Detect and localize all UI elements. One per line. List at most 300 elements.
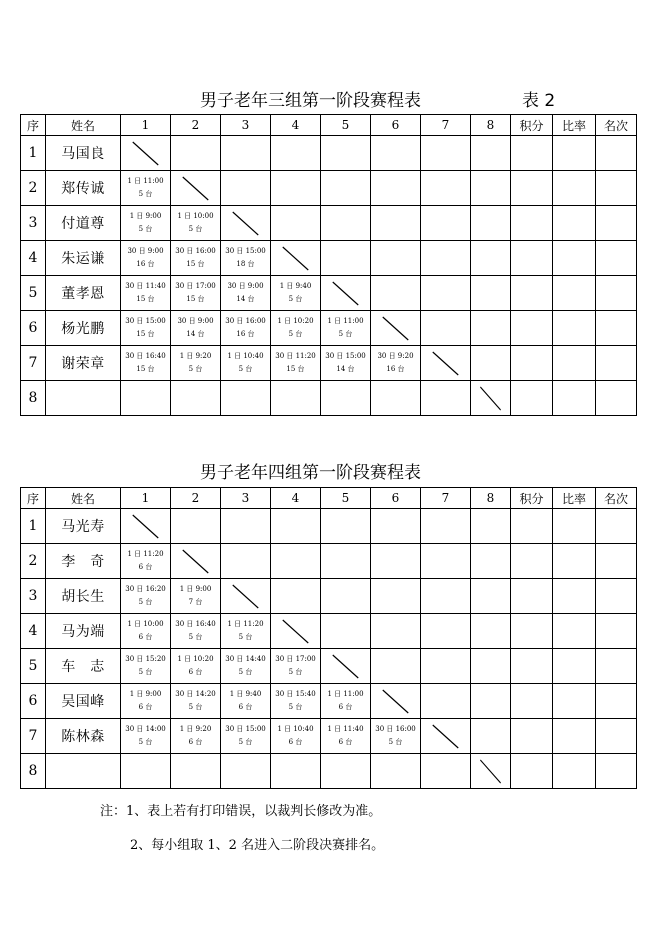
header-row [21,488,637,509]
empty-cell [321,614,371,649]
match-time: 30 日 16:20 [125,585,166,593]
column-header: 序 [21,488,46,509]
group-1-title-row [0,86,660,112]
column-header: 4 [271,488,321,509]
diagonal-slash-mark [121,136,170,170]
column-header: 积分 [511,115,553,136]
match-time: 30 日 15:20 [125,655,166,663]
ratio-cell [553,311,596,346]
empty-cell [471,276,511,311]
match-table-number: 5 台 [188,703,203,711]
empty-cell [171,754,221,789]
column-header: 1 [121,115,171,136]
table-row [21,509,637,544]
seq-cell: 3 [21,206,46,241]
empty-cell [221,509,271,544]
match-cell [321,719,371,754]
match-table-number: 6 台 [188,738,203,746]
table-row [21,311,637,346]
empty-cell [421,206,471,241]
player-name-cell: 朱运谦 [46,241,121,276]
match-time: 30 日 9:00 [177,317,214,325]
seq-cell: 7 [21,719,46,754]
self-match-diagonal-cell [471,754,511,789]
ratio-cell [553,346,596,381]
match-table-number: 7 台 [188,598,203,606]
match-time: 30 日 16:40 [125,352,166,360]
column-header: 比率 [553,115,596,136]
column-header: 3 [221,115,271,136]
rank-cell [596,241,637,276]
match-table-number: 5 台 [238,365,253,373]
empty-cell [271,509,321,544]
empty-cell [171,136,221,171]
match-table-number: 5 台 [188,225,203,233]
match-table-number: 15 台 [136,295,155,303]
match-table-number: 15 台 [186,260,205,268]
self-match-diagonal-cell [371,311,421,346]
seq-cell: 2 [21,171,46,206]
match-cell [171,719,221,754]
score-cell [511,346,553,381]
player-name-cell: 马为端 [46,614,121,649]
match-time: 1 日 10:20 [277,317,314,325]
match-table-number: 5 台 [288,330,303,338]
seq-cell: 3 [21,579,46,614]
ratio-cell [553,649,596,684]
column-header: 7 [421,488,471,509]
match-cell [221,649,271,684]
player-name-cell: 郑传诚 [46,171,121,206]
rank-cell [596,719,637,754]
score-cell [511,276,553,311]
empty-cell [371,579,421,614]
self-match-diagonal-cell [271,241,321,276]
empty-cell [471,719,511,754]
match-time: 30 日 14:00 [125,725,166,733]
match-time: 30 日 9:20 [377,352,414,360]
match-table-number: 5 台 [138,598,153,606]
match-time: 30 日 15:00 [225,247,266,255]
match-cell [121,649,171,684]
column-header: 名次 [596,488,637,509]
match-cell [121,311,171,346]
empty-cell [421,311,471,346]
match-time: 30 日 15:00 [125,317,166,325]
group-1-title: 男子老年三组第一阶段赛程表 [200,91,421,111]
match-time: 30 日 16:00 [175,247,216,255]
score-cell [511,684,553,719]
group-2-title-row [0,458,660,484]
column-header: 积分 [511,488,553,509]
score-cell [511,544,553,579]
match-time: 30 日 11:20 [275,352,316,360]
ratio-cell [553,381,596,416]
empty-cell [321,754,371,789]
match-time: 30 日 9:00 [227,282,264,290]
player-name-cell: 董孝恩 [46,276,121,311]
match-time: 1 日 9:00 [129,212,162,220]
match-table-number: 5 台 [188,633,203,641]
match-cell [121,579,171,614]
empty-cell [171,509,221,544]
column-header: 序 [21,115,46,136]
score-cell [511,381,553,416]
match-table-number: 6 台 [188,668,203,676]
match-cell [121,171,171,206]
score-cell [511,579,553,614]
match-time: 1 日 9:20 [179,725,212,733]
self-match-diagonal-cell [421,719,471,754]
match-cell [121,346,171,381]
table-row [21,346,637,381]
match-time: 30 日 15:00 [225,725,266,733]
table-row [21,171,637,206]
seq-cell: 1 [21,509,46,544]
column-header: 2 [171,115,221,136]
match-table-number: 6 台 [138,703,153,711]
column-header: 5 [321,488,371,509]
empty-cell [221,381,271,416]
match-cell [271,684,321,719]
empty-cell [321,206,371,241]
match-table-number: 5 台 [188,365,203,373]
match-time: 1 日 10:20 [177,655,214,663]
empty-cell [371,544,421,579]
empty-cell [471,311,511,346]
empty-cell [221,171,271,206]
match-table-number: 6 台 [238,703,253,711]
diagonal-slash-mark [271,241,320,275]
empty-cell [271,544,321,579]
empty-cell [421,509,471,544]
player-name-cell: 陈林森 [46,719,121,754]
player-name-cell: 杨光鹏 [46,311,121,346]
ratio-cell [553,684,596,719]
table-row [21,276,637,311]
note-line-2: 2、每小组取 1、2 名进入二阶段决赛排名。 [130,838,385,853]
match-table-number: 5 台 [338,330,353,338]
match-time: 30 日 15:00 [325,352,366,360]
column-header: 名次 [596,115,637,136]
empty-cell [421,136,471,171]
empty-cell [221,754,271,789]
diagonal-slash-mark [121,509,170,543]
match-table-number: 5 台 [238,738,253,746]
empty-cell [421,579,471,614]
player-name-cell: 付道尊 [46,206,121,241]
match-cell [121,614,171,649]
match-table-number: 5 台 [238,633,253,641]
match-table-number: 5 台 [288,703,303,711]
score-cell [511,171,553,206]
match-cell [271,311,321,346]
match-cell [121,544,171,579]
group-2-schedule-table [20,487,637,789]
match-cell [171,311,221,346]
empty-cell [171,381,221,416]
match-cell [121,684,171,719]
self-match-diagonal-cell [171,171,221,206]
match-time: 1 日 11:40 [327,725,364,733]
diagonal-slash-mark [471,754,510,788]
empty-cell [421,381,471,416]
diagonal-slash-mark [371,311,420,345]
match-time: 1 日 9:40 [279,282,312,290]
match-table-number: 6 台 [338,703,353,711]
match-table-number: 16 台 [136,260,155,268]
match-time: 30 日 16:00 [375,725,416,733]
match-table-number: 5 台 [288,295,303,303]
self-match-diagonal-cell [321,649,371,684]
column-header: 6 [371,488,421,509]
match-cell [221,276,271,311]
match-table-number: 5 台 [138,225,153,233]
table-row [21,649,637,684]
match-time: 30 日 17:00 [275,655,316,663]
match-cell [271,346,321,381]
match-table-number: 14 台 [236,295,255,303]
score-cell [511,311,553,346]
column-header: 3 [221,488,271,509]
empty-cell [371,381,421,416]
column-header: 姓名 [46,115,121,136]
ratio-cell [553,544,596,579]
rank-cell [596,579,637,614]
empty-cell [421,171,471,206]
rank-cell [596,311,637,346]
rank-cell [596,754,637,789]
match-table-number: 16 台 [236,330,255,338]
match-cell [171,241,221,276]
match-time: 1 日 9:00 [179,585,212,593]
match-table-number: 6 台 [138,633,153,641]
self-match-diagonal-cell [221,206,271,241]
ratio-cell [553,579,596,614]
match-time: 1 日 9:00 [129,690,162,698]
empty-cell [471,346,511,381]
match-time: 30 日 16:00 [225,317,266,325]
match-time: 30 日 17:00 [175,282,216,290]
empty-cell [421,614,471,649]
match-table-number: 15 台 [136,330,155,338]
empty-cell [221,136,271,171]
empty-cell [271,754,321,789]
empty-cell [471,509,511,544]
empty-cell [321,509,371,544]
match-table-number: 15 台 [286,365,305,373]
empty-cell [371,754,421,789]
seq-cell: 6 [21,684,46,719]
player-name-cell: 马国良 [46,136,121,171]
score-cell [511,719,553,754]
empty-cell [221,544,271,579]
empty-cell [321,136,371,171]
match-time: 1 日 11:00 [327,690,364,698]
rank-cell [596,276,637,311]
player-name-cell: 车 志 [46,649,121,684]
match-time: 30 日 16:40 [175,620,216,628]
rank-cell [596,614,637,649]
seq-cell: 8 [21,381,46,416]
match-table-number: 5 台 [388,738,403,746]
empty-cell [371,171,421,206]
empty-cell [121,381,171,416]
diagonal-slash-mark [221,206,270,240]
empty-cell [371,509,421,544]
column-header: 5 [321,115,371,136]
column-header: 8 [471,488,511,509]
column-header: 1 [121,488,171,509]
self-match-diagonal-cell [321,276,371,311]
table-row [21,684,637,719]
match-cell [321,684,371,719]
match-table-number: 16 台 [386,365,405,373]
ratio-cell [553,136,596,171]
seq-cell: 5 [21,649,46,684]
empty-cell [471,614,511,649]
empty-cell [471,684,511,719]
column-header: 4 [271,115,321,136]
empty-cell [271,171,321,206]
table-row [21,381,637,416]
match-time: 1 日 9:20 [179,352,212,360]
match-time: 1 日 11:00 [127,177,164,185]
group-2-title: 男子老年四组第一阶段赛程表 [200,463,421,483]
self-match-diagonal-cell [271,614,321,649]
rank-cell [596,136,637,171]
match-table-number: 5 台 [138,738,153,746]
match-time: 1 日 11:20 [227,620,264,628]
header-row [21,115,637,136]
match-cell [221,241,271,276]
self-match-diagonal-cell [121,136,171,171]
rank-cell [596,381,637,416]
match-cell [221,684,271,719]
match-cell [271,649,321,684]
match-time: 1 日 9:40 [229,690,262,698]
seq-cell: 7 [21,346,46,381]
empty-cell [471,136,511,171]
table-number-tag: 表 2 [522,91,556,111]
match-time: 30 日 14:20 [175,690,216,698]
table-row [21,754,637,789]
player-name-cell: 马光寿 [46,509,121,544]
empty-cell [371,276,421,311]
empty-cell [321,381,371,416]
rank-cell [596,684,637,719]
score-cell [511,136,553,171]
empty-cell [421,754,471,789]
player-name-cell: 李 奇 [46,544,121,579]
match-cell [171,684,221,719]
self-match-diagonal-cell [221,579,271,614]
empty-cell [471,206,511,241]
rank-cell [596,171,637,206]
column-header: 2 [171,488,221,509]
table-row [21,241,637,276]
empty-cell [271,579,321,614]
diagonal-slash-mark [271,614,320,648]
empty-cell [471,544,511,579]
ratio-cell [553,276,596,311]
empty-cell [321,579,371,614]
ratio-cell [553,614,596,649]
match-table-number: 5 台 [138,668,153,676]
match-table-number: 5 台 [238,668,253,676]
player-name-cell [46,754,121,789]
seq-cell: 2 [21,544,46,579]
empty-cell [421,649,471,684]
table-row [21,206,637,241]
seq-cell: 1 [21,136,46,171]
score-cell [511,509,553,544]
match-cell [121,276,171,311]
rank-cell [596,544,637,579]
match-time: 1 日 10:00 [177,212,214,220]
player-name-cell: 胡长生 [46,579,121,614]
diagonal-slash-mark [471,381,510,415]
match-table-number: 15 台 [136,365,155,373]
ratio-cell [553,509,596,544]
diagonal-slash-mark [321,649,370,683]
note-line-1: 注：1、表上若有打印错误，以裁判长修改为准。 [100,804,382,819]
ratio-cell [553,206,596,241]
seq-cell: 8 [21,754,46,789]
match-table-number: 14 台 [336,365,355,373]
match-cell [271,276,321,311]
empty-cell [321,544,371,579]
table-row [21,614,637,649]
score-cell [511,754,553,789]
empty-cell [371,136,421,171]
match-cell [321,311,371,346]
match-time: 30 日 15:40 [275,690,316,698]
player-name-cell [46,381,121,416]
match-cell [171,276,221,311]
empty-cell [271,136,321,171]
match-table-number: 6 台 [288,738,303,746]
self-match-diagonal-cell [471,381,511,416]
match-cell [121,241,171,276]
seq-cell: 5 [21,276,46,311]
group-1-schedule-table [20,114,637,416]
ratio-cell [553,719,596,754]
seq-cell: 4 [21,614,46,649]
empty-cell [421,544,471,579]
diagonal-slash-mark [171,544,220,578]
diagonal-slash-mark [421,346,470,380]
match-cell [371,719,421,754]
empty-cell [421,276,471,311]
table-row [21,544,637,579]
match-table-number: 6 台 [338,738,353,746]
match-cell [221,719,271,754]
self-match-diagonal-cell [121,509,171,544]
match-cell [171,614,221,649]
table-row [21,719,637,754]
match-table-number: 6 台 [138,563,153,571]
ratio-cell [553,171,596,206]
match-table-number: 14 台 [186,330,205,338]
ratio-cell [553,754,596,789]
column-header: 姓名 [46,488,121,509]
player-name-cell: 谢荣章 [46,346,121,381]
self-match-diagonal-cell [421,346,471,381]
empty-cell [371,649,421,684]
self-match-diagonal-cell [171,544,221,579]
empty-cell [371,614,421,649]
